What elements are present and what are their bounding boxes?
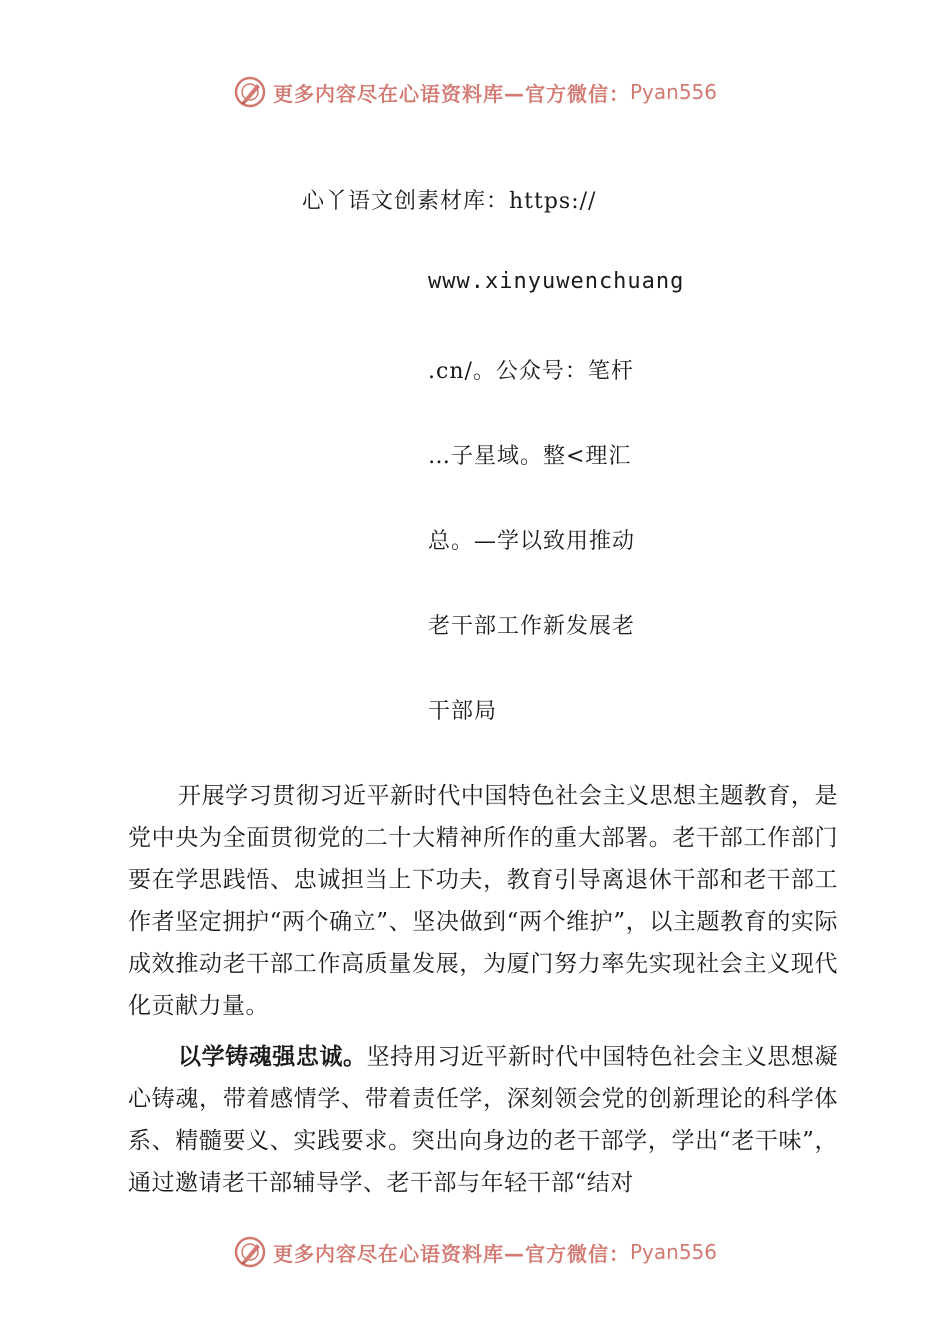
column-line: 总。—学以致用推动 bbox=[428, 529, 636, 554]
banner-wechat-id: Pyan556 bbox=[629, 1240, 717, 1264]
banner-text: 更多内容尽在心语资料库—官方微信： bbox=[272, 1241, 630, 1266]
paragraph-text: 坚持用习近平新时代中国特色社会主义思想凝心铸魂，带着感情学、带着责任学，深刻领会党的创新理论的科学体系、精髓要义、实践要求。突出向身边的老干部学，学出“老干味”，通过邀请老干部辅导学、老干部与年轻干部“结对 bbox=[128, 1044, 839, 1196]
column-line: 干部局 bbox=[428, 699, 498, 724]
page-title: 心丫语文创素材库：https:// bbox=[302, 189, 597, 214]
banner-wechat-id: Pyan556 bbox=[629, 80, 717, 104]
body-paragraph bbox=[128, 1036, 838, 1204]
body-paragraph: 开展学习贯彻习近平新时代中国特色社会主义思想主题教育，是党中央为全面贯彻党的二十大精神所作的重大部署。老干部工作部门要在学思践悟、忠诚担当上下功夫，教育引导离退休干部和老干部工作者坚定拥护“两个确立”、坚决做到“两个维护”，以主题教育的实际成效推动老干部工作高质量发展，为厦门努力率先实现社会主义现代化贡献力量。 bbox=[128, 783, 838, 1019]
pen-logo-icon bbox=[233, 1235, 267, 1269]
banner-text: 更多内容尽在心语资料库—官方微信： bbox=[272, 81, 630, 106]
column-line: …子星域。整<理汇 bbox=[428, 444, 632, 469]
column-line: 老干部工作新发展老 bbox=[428, 614, 636, 639]
header-banner bbox=[0, 72, 950, 112]
column-line: www.xinyuwenchuang bbox=[428, 269, 685, 294]
paragraph-lead: 以学铸魂强忠诚。 bbox=[178, 1044, 367, 1070]
column-line: .cn/。公众号：笔杆 bbox=[428, 359, 634, 384]
pen-logo-icon bbox=[233, 75, 267, 109]
footer-banner bbox=[0, 1232, 950, 1272]
